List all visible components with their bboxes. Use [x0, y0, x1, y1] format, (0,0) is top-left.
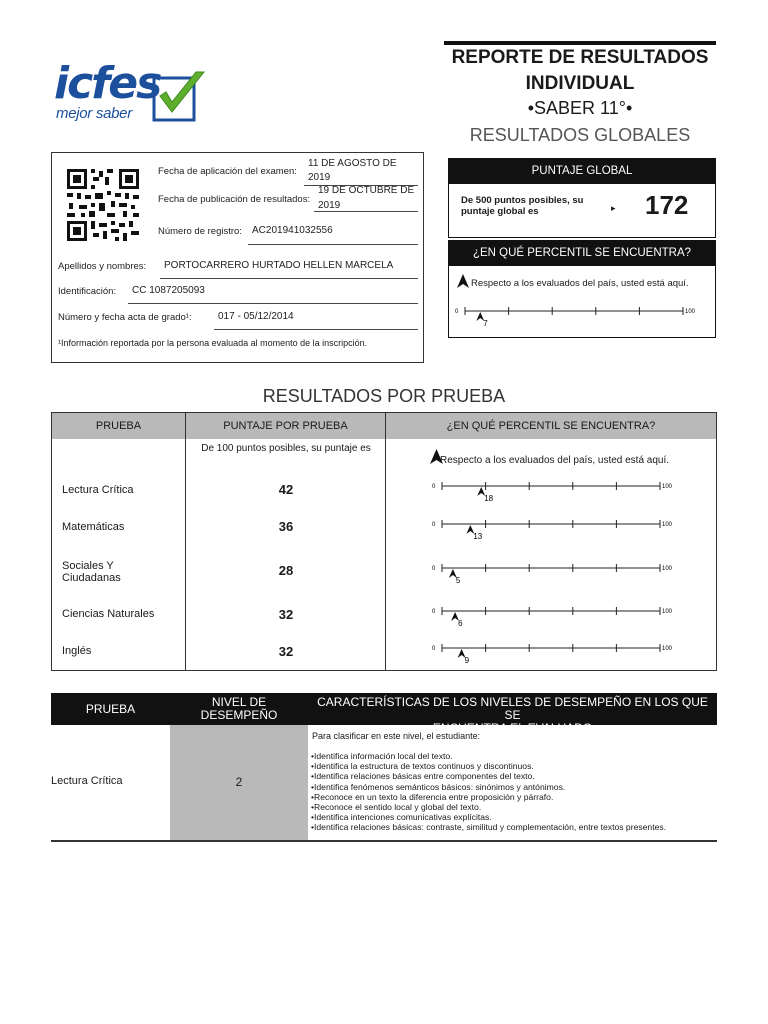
list-item: • Identifica la estructura de textos continuos y discontinuos.	[311, 761, 666, 771]
registry-label: Número de registro:	[158, 226, 242, 237]
report-title-line2: INDIVIDUAL	[525, 73, 635, 94]
levels-col-desc-line2: ENCUENTRA EL EVALUADO	[432, 721, 593, 735]
levels-col-level-line1: NIVEL DE	[211, 695, 267, 709]
levels-bottom-rule	[51, 840, 717, 842]
test-name: Inglés	[62, 645, 92, 657]
global-results-heading: RESULTADOS GLOBALES	[469, 125, 691, 145]
global-percentile-box	[448, 266, 716, 338]
results-by-test-heading: RESULTADOS POR PRUEBA	[262, 386, 506, 406]
levels-test-name: Lectura Crítica	[51, 775, 123, 787]
scale-max-label: 100	[662, 566, 673, 572]
global-score-text: De 500 puntos posibles, su puntaje global es	[461, 195, 584, 217]
test-name: Ciencias Naturales	[62, 608, 155, 620]
list-item: • Reconoce el sentido local y global del texto.	[311, 802, 666, 812]
col-divider-2	[385, 439, 386, 671]
percentile-value-label: 5	[455, 576, 461, 583]
report-title-line1: REPORTE DE RESULTADOS	[451, 47, 709, 68]
pub-date-line1: 19 DE OCTUBRE DE	[318, 185, 415, 196]
name-underline	[160, 278, 418, 279]
test-score: 42	[278, 482, 294, 497]
registry-value: AC201941032556	[252, 225, 333, 236]
student-info-box	[51, 152, 424, 363]
test-percentile-scale	[432, 479, 682, 501]
test-percentile-scale	[432, 561, 682, 583]
id-underline	[128, 303, 418, 304]
scale-max-label: 100	[662, 609, 673, 615]
percentile-value-label: 13	[473, 532, 483, 539]
score-subheader: De 100 puntos posibles, su puntaje es	[201, 443, 371, 454]
test-score: 36	[278, 519, 294, 534]
exam-name: •SABER 11°•	[527, 98, 633, 118]
scale-max-label: 100	[685, 309, 696, 315]
percentile-value-label: 9	[464, 656, 470, 663]
list-item: • Identifica información local del texto.	[311, 751, 666, 761]
scale-min-label: 0	[432, 609, 436, 615]
exam-date-label: Fecha de aplicación del examen:	[158, 166, 297, 177]
scale-min-label: 0	[432, 646, 436, 652]
levels-level-value: 2	[235, 775, 243, 789]
test-name: Lectura Crítica	[62, 484, 134, 496]
percentile-value-label: 6	[458, 619, 463, 626]
levels-col-desc	[308, 693, 717, 735]
marker-triangle-icon	[457, 274, 469, 288]
test-score: 32	[278, 644, 294, 659]
col-header-percentile: ¿EN QUÉ PERCENTIL SE ENCUENTRA?	[386, 413, 716, 439]
percentile-value-label: 18	[484, 494, 494, 501]
icfes-logo	[54, 58, 214, 126]
list-item: • Identifica relaciones básicas: contraste, similitud y complementación, entre textos presentes.	[311, 822, 666, 832]
levels-col-level	[170, 693, 308, 725]
test-percentile-scale	[432, 604, 682, 626]
title-rule	[444, 41, 716, 45]
test-percentile-scale	[432, 517, 682, 539]
global-percentile-text: Respecto a los evaluados del país, usted está aquí.	[471, 278, 689, 289]
list-item: • Reconoce en un texto la diferencia entre proposición y párrafo.	[311, 792, 666, 802]
test-score: 32	[278, 607, 294, 622]
global-percentile-scale	[455, 304, 705, 326]
list-item: • Identifica relaciones básicas entre componentes del texto.	[311, 771, 666, 781]
scale-max-label: 100	[662, 522, 673, 528]
levels-col-test: PRUEBA	[51, 693, 170, 725]
list-item: • Identifica fenómenos semánticos básicos: sinónimos y antónimos.	[311, 782, 666, 792]
info-footnote: ¹Información reportada por la persona evaluada al momento de la inscripción.	[58, 338, 368, 348]
test-name: Sociales Y Ciudadanas	[62, 560, 121, 584]
global-percentile-header: ¿EN QUÉ PERCENTIL SE ENCUENTRA?	[448, 240, 716, 266]
test-score: 28	[278, 563, 294, 578]
id-value: CC 1087205093	[132, 285, 205, 296]
arrow-right-icon: ▸	[611, 203, 616, 213]
levels-intro: Para clasificar en este nivel, el estudiante:	[312, 731, 481, 741]
grade-label: Número y fecha acta de grado¹:	[58, 312, 192, 323]
registry-underline	[248, 244, 418, 245]
levels-characteristics-list	[311, 751, 666, 833]
scale-min-label: 0	[432, 566, 436, 572]
col-header-test: PRUEBA	[52, 413, 186, 439]
pub-date-underline	[314, 211, 418, 212]
global-score-header: PUNTAJE GLOBAL	[448, 158, 716, 184]
grade-value: 017 - 05/12/2014	[218, 311, 294, 322]
test-percentile-scale	[432, 641, 682, 663]
student-name: PORTOCARRERO HURTADO HELLEN MARCELA	[164, 260, 394, 271]
list-item: • Identifica intenciones comunicativas explícitas.	[311, 812, 666, 822]
col-header-score: PUNTAJE POR PRUEBA	[186, 413, 386, 439]
scale-min-label: 0	[432, 522, 436, 528]
exam-date-line2: 2019	[308, 172, 331, 183]
global-score-value: 172	[645, 190, 689, 220]
scale-min-label: 0	[455, 309, 459, 315]
test-name: Matemáticas	[62, 521, 125, 533]
pub-date-label: Fecha de publicación de resultados:	[158, 194, 311, 205]
percentile-subheader: Respecto a los evaluados del país, usted está aquí.	[440, 455, 670, 466]
col-divider-1	[185, 439, 186, 671]
pub-date-line2: 2019	[318, 200, 341, 211]
scale-max-label: 100	[662, 646, 673, 652]
percentile-value-label: 7	[483, 319, 488, 326]
logo-tagline: mejor saber	[56, 105, 132, 122]
levels-col-level-line2: DESEMPEÑO	[200, 708, 278, 722]
levels-col-desc-line1: CARACTERÍSTICAS DE LOS NIVELES DE DESEMPEÑO EN LOS QUE SE	[317, 695, 708, 722]
logo-wordmark: icfes	[54, 58, 161, 109]
scale-min-label: 0	[432, 484, 436, 490]
global-score-box	[448, 184, 716, 238]
name-label: Apellidos y nombres:	[58, 261, 147, 272]
grade-underline	[214, 329, 418, 330]
qr-code-icon	[67, 169, 139, 241]
results-by-test-table	[51, 412, 717, 671]
exam-date-line1: 11 DE AGOSTO DE	[308, 158, 397, 169]
scale-max-label: 100	[662, 484, 673, 490]
id-label: Identificación:	[58, 286, 117, 297]
check-icon	[150, 68, 208, 124]
